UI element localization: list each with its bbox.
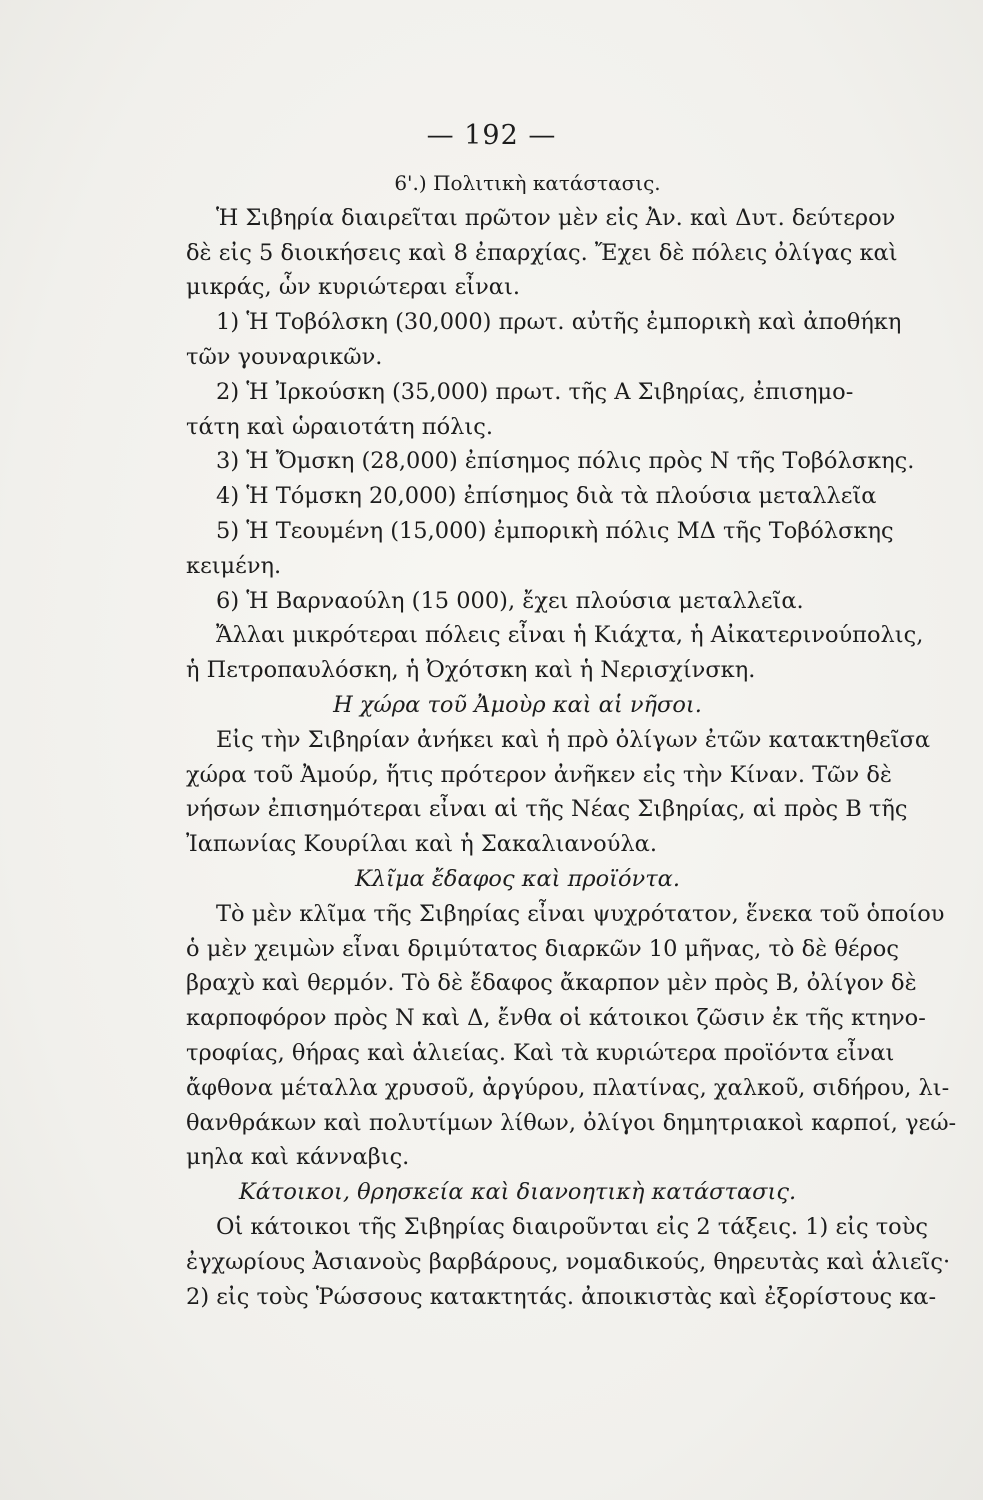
text-line: καρποφόρον πρὸς Ν καὶ Δ, ἔνθα οἱ κάτοικοι ζῶσιν ἐκ τῆς κτηνο-: [186, 1005, 926, 1032]
text-line: μικράς, ὧν κυριώτεραι εἶναι.: [186, 274, 520, 301]
text-line: τροφίας, θήρας καὶ ἁλιείας. Καὶ τὰ κυριώτερα προϊόντα εἶναι: [186, 1039, 895, 1066]
text-line: Ἰαπωνίας Κουρίλαι καὶ ἡ Σακαλιανούλα.: [186, 831, 658, 858]
city-line: 3) Ἡ Ὄμσκη (28,000) ἐπίσημος πόλις πρὸς Ν τῆς Τοβόλσκης.: [216, 448, 915, 475]
section-heading: 6'.) Πολιτικὴ κατάστασις.: [394, 171, 661, 195]
text-line: χώρα τοῦ Ἀμούρ, ἥτις πρότερον ἀνῆκεν εἰς τὴν Κίναν. Τῶν δὲ: [186, 761, 892, 788]
text-line: ὁ μὲν χειμὼν εἶναι δριμύτατος διαρκῶν 10 μῆνας, τὸ δὲ θέρος: [186, 935, 899, 962]
city-line: 5) Ἡ Τεουμένη (15,000) ἐμπορικὴ πόλις ΜΔ τῆς Τοβόλσκης: [216, 517, 894, 544]
text-line: Ἄλλαι μικρότεραι πόλεις εἶναι ἡ Κιάχτα, ἡ Αἰκατερινούπολις,: [216, 622, 924, 649]
text-line: 2) εἰς τοὺς Ῥώσσους κατακτητάς. ἀποικιστὰς καὶ ἐξορίστους κα-: [186, 1283, 937, 1310]
section-heading-amur: Η χώρα τοῦ Ἀμοὺρ καὶ αἱ νῆσοι.: [333, 691, 702, 718]
text-line: ἄφθονα μέταλλα χρυσοῦ, ἀργύρου, πλατίνας, χαλκοῦ, σιδήρου, λι-: [186, 1074, 950, 1101]
page-number: — 192 —: [426, 120, 557, 151]
city-line: 6) Ἡ Βαρναούλη (15 000), ἔχει πλούσια μεταλλεῖα.: [216, 587, 804, 614]
city-line: τῶν γουναρικῶν.: [186, 343, 383, 370]
text-line: μηλα καὶ κάνναβις.: [186, 1144, 410, 1171]
text-line: δὲ εἰς 5 διοικήσεις καὶ 8 ἐπαρχίας. Ἔχει δὲ πόλεις ὀλίγας καὶ: [186, 239, 898, 266]
section-heading-climate: Κλῖμα ἔδαφος καὶ προϊόντα.: [354, 865, 681, 892]
text-line: Οἱ κάτοικοι τῆς Σιβηρίας διαιροῦνται εἰς 2 τάξεις. 1) εἰς τοὺς: [216, 1213, 928, 1240]
city-line: 1) Ἡ Τοβόλσκη (30,000) πρωτ. αὐτῆς ἐμπορικὴ καὶ ἀποθήκη: [216, 309, 902, 336]
text-line: βραχὺ καὶ θερμόν. Τὸ δὲ ἔδαφος ἄκαρπον μὲν πρὸς Β, ὀλίγον δὲ: [186, 970, 917, 997]
text-line: Τὸ μὲν κλῖμα τῆς Σιβηρίας εἶναι ψυχρότατον, ἕνεκα τοῦ ὁποίου: [216, 900, 945, 927]
city-line: τάτη καὶ ὡραιοτάτη πόλις.: [186, 413, 493, 440]
text-line: θανθράκων καὶ πολυτίμων λίθων, ὀλίγοι δημητριακοὶ καρποί, γεώ-: [186, 1109, 957, 1136]
body-text: [186, 166, 957, 1314]
text-line: ἡ Πετροπαυλόσκη, ἡ Ὀχότσκη καὶ ἡ Νερισχίνσκη.: [186, 657, 756, 684]
city-line: κειμένη.: [186, 552, 282, 579]
city-line: 2) Ἡ Ἰρκούσκη (35,000) πρωτ. τῆς Α Σιβηρίας, ἐπισημο-: [216, 378, 854, 405]
text-line: Εἰς τὴν Σιβηρίαν ἀνήκει καὶ ἡ πρὸ ὀλίγων ἐτῶν κατακτηθεῖσα: [216, 726, 931, 753]
text-line: ἐγχωρίους Ἀσιανοὺς βαρβάρους, νομαδικούς, θηρευτὰς καὶ ἁλιεῖς·: [186, 1248, 951, 1275]
text-line: Ἡ Σιβηρία διαιρεῖται πρῶτον μὲν εἰς Ἀν. καὶ Δυτ. δεύτερον: [216, 204, 896, 231]
city-line: 4) Ἡ Τόμσκη 20,000) ἐπίσημος διὰ τὰ πλούσια μεταλλεῖα: [216, 483, 877, 510]
text-line: νήσων ἐπισημότεραι εἶναι αἱ τῆς Νέας Σιβηρίας, αἱ πρὸς Β τῆς: [186, 796, 908, 823]
section-heading-inhabitants: Κάτοικοι, θρησκεία καὶ διανοητικὴ κατάστασις.: [238, 1179, 797, 1206]
